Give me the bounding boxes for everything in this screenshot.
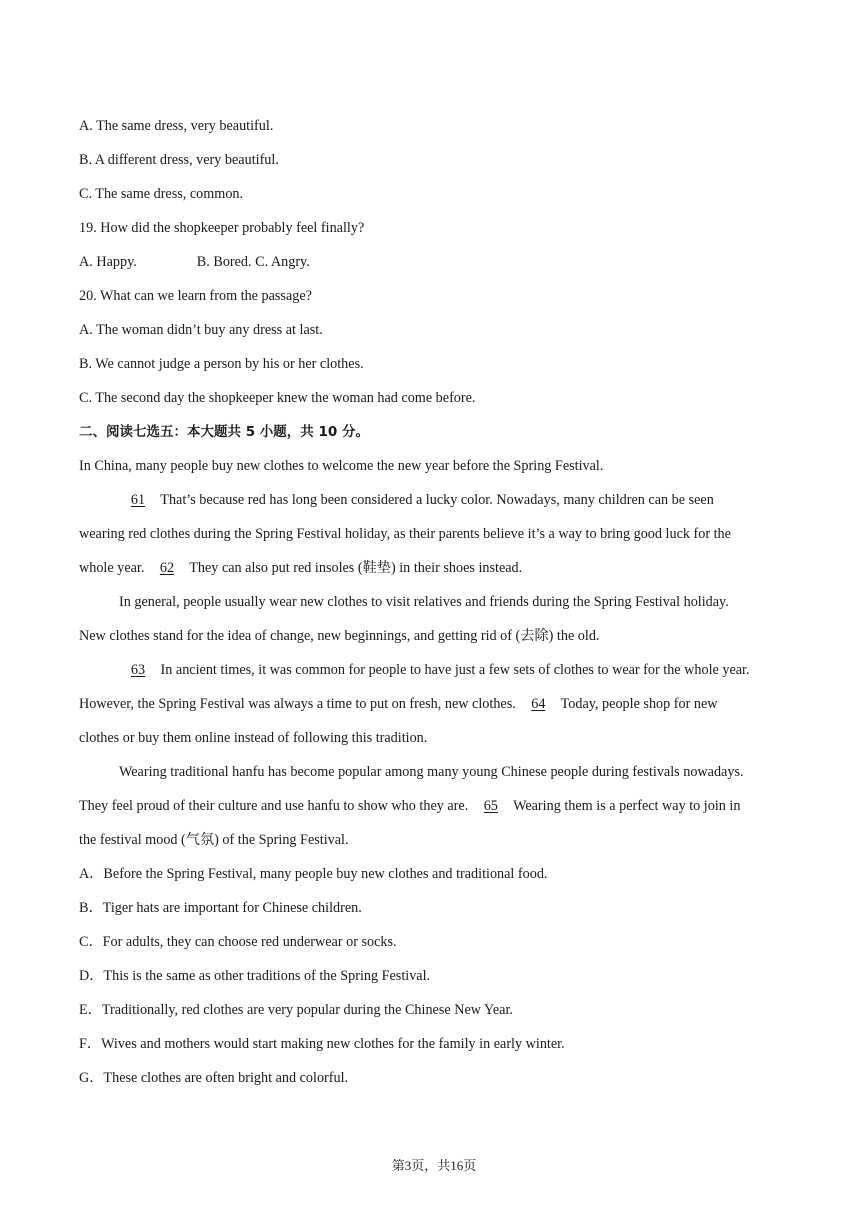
paragraph-1-text: That’s because red has long been considered a lucky color. Nowadays, many children can be seen: [157, 492, 714, 508]
page-content: [79, 109, 791, 1095]
paragraph-3-text: In ancient times, it was common for people to have just a few sets of clothes to wear for the whole year.: [157, 662, 750, 678]
paragraph-4-text: They feel proud of their culture and use hanfu to show who they are.: [79, 798, 472, 814]
blank-65[interactable]: 65: [483, 798, 498, 814]
paragraph-1-text: They can also put red insoles (鞋垫) in their shoes instead.: [185, 560, 523, 576]
choice-option-c: C．For adults, they can choose red underwear or socks.: [79, 934, 397, 950]
paragraph-1-line-1: [79, 483, 791, 517]
q19-options: [79, 245, 791, 279]
q18-option-c: C. The same dress, common.: [79, 186, 244, 202]
q20-stem: 20. What can we learn from the passage?: [79, 288, 312, 304]
q19-stem: 19. How did the shopkeeper probably feel finally?: [79, 220, 365, 236]
choice-option-a: A．Before the Spring Festival, many people buy new clothes and traditional food.: [79, 866, 548, 882]
paragraph-4-line-2: [79, 789, 791, 823]
paragraph-4-line-1: Wearing traditional hanfu has become popular among many young Chinese people during festivals nowadays.: [119, 764, 744, 780]
paragraph-3-text: However, the Spring Festival was always a time to put on fresh, new clothes.: [79, 696, 520, 712]
blank-64[interactable]: 64: [531, 696, 546, 712]
paragraph-3-line-1: [79, 653, 791, 687]
choice-option-e: E．Traditionally, red clothes are very popular during the Chinese New Year.: [79, 1002, 513, 1018]
blank-62[interactable]: 62: [159, 560, 175, 576]
choice-option-d: D．This is the same as other traditions of the Spring Festival.: [79, 968, 431, 984]
paragraph-2-line-2: New clothes stand for the idea of change, new beginnings, and getting rid of (去除) the old.: [79, 628, 600, 644]
paragraph-4-text: Wearing them is a perfect way to join in: [509, 798, 741, 814]
section-heading: 二、阅读七选五：本大题共 5 小题，共 10 分。: [79, 424, 369, 440]
q20-option-b: B. We cannot judge a person by his or her clothes.: [79, 356, 364, 372]
paragraph-3-line-2: [79, 687, 791, 721]
page-number-label: 第3页，共16页: [391, 1158, 477, 1173]
blank-63[interactable]: 63: [130, 662, 146, 678]
choice-option-f: F．Wives and mothers would start making new clothes for the family in early winter.: [79, 1036, 565, 1052]
paragraph-3-text: Today, people shop for new: [557, 696, 718, 712]
paragraph-4-line-3: the festival mood (气氛) of the Spring Festival.: [79, 832, 349, 848]
q19-option-bc: B. Bored. C. Angry.: [196, 254, 310, 270]
q18-option-a: A. The same dress, very beautiful.: [79, 118, 274, 134]
q20-option-c: C. The second day the shopkeeper knew the woman had come before.: [79, 390, 476, 406]
q18-option-b: B. A different dress, very beautiful.: [79, 152, 279, 168]
paragraph-1-text: whole year.: [79, 560, 148, 576]
paragraph-1-line-2: wearing red clothes during the Spring Festival holiday, as their parents believe it’s a way to bring good luck for the: [79, 526, 731, 542]
passage-intro: In China, many people buy new clothes to welcome the new year before the Spring Festival.: [79, 458, 604, 474]
blank-61[interactable]: 61: [130, 492, 146, 508]
q20-option-a: A. The woman didn’t buy any dress at last.: [79, 322, 323, 338]
choice-option-g: G．These clothes are often bright and colorful.: [79, 1070, 349, 1086]
choice-option-b: B．Tiger hats are important for Chinese children.: [79, 900, 362, 916]
page-footer: [0, 1156, 868, 1176]
q19-option-a: A. Happy.: [79, 254, 137, 270]
paragraph-2-line-1: In general, people usually wear new clothes to visit relatives and friends during the Spring Festival holiday.: [119, 594, 729, 610]
paragraph-1-line-3: [79, 551, 791, 585]
paragraph-3-line-3: clothes or buy them online instead of following this tradition.: [79, 730, 428, 746]
